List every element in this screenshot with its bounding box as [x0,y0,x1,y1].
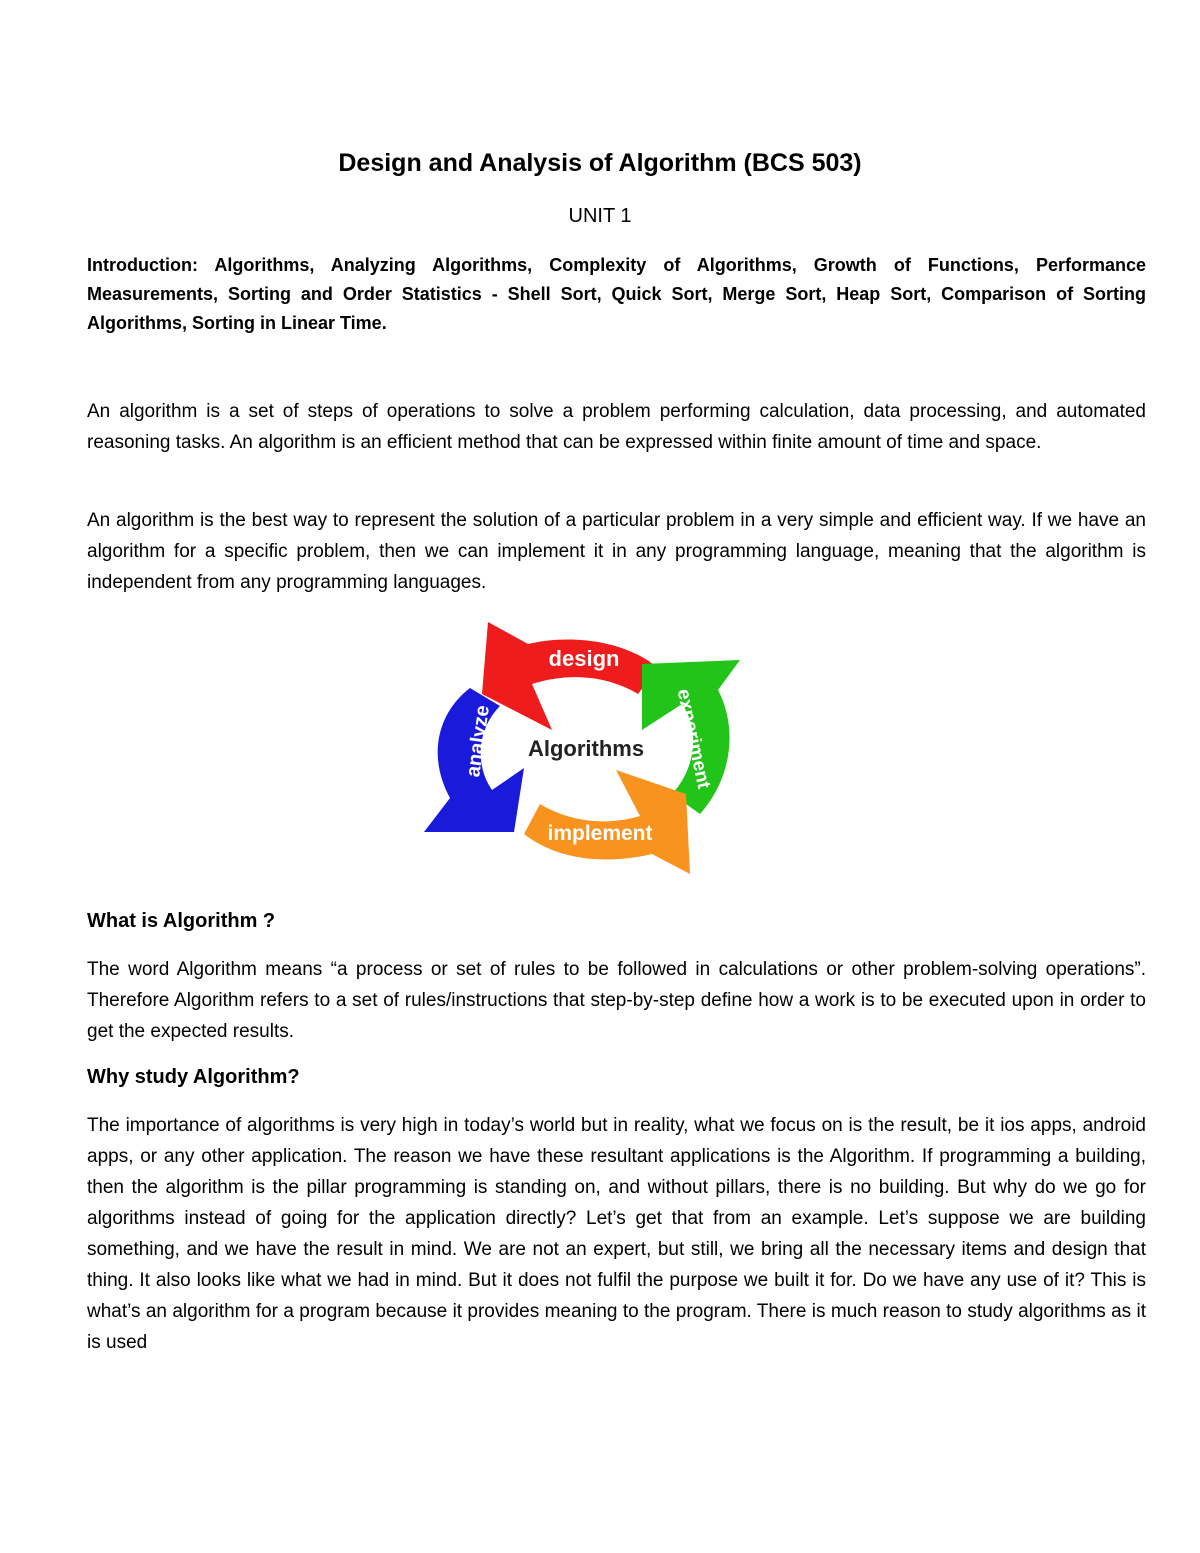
algorithms-center-label: Algorithms [527,736,645,761]
implement-label: implement [547,822,653,845]
unit-heading: UNIT 1 [568,205,632,227]
paragraph-representation: An algorithm is the best way to represent the solution of a particular problem in a very simple and efficient way. If we have an algorithm for a specific problem, then we can implement it in any programming language, meaning that the algorithm is independent from any programming languages. [87,510,1146,593]
experiment-label: experiment [672,687,715,791]
analyze-label: analyze [462,703,494,779]
heading-why-study-algorithm: Why study Algorithm? [87,1066,300,1088]
document-title: Design and Analysis of Algorithm (BCS 503) [338,149,862,177]
design-label: design [548,646,620,671]
paragraph-word-meaning: The word Algorithm means “a process or set of rules to be followed in calculations or other problem-solving operations”. Therefore Algorithm refers to a set of rules/instructions that step-by-step define how a work is to be executed upon in order to get the expected results. [87,959,1146,1042]
heading-what-is-algorithm: What is Algorithm ? [87,910,276,932]
intro-syllabus: Introduction: Algorithms, Analyzing Algorithms, Complexity of Algorithms, Growth of Functions, Performance Measurements, Sorting and Order Statistics - Shell Sort, Quick Sort, Merge Sort, Heap Sort, Comparison of Sorting Algorithms, Sorting in Linear Time. [87,255,1146,333]
paragraph-importance: The importance of algorithms is very high in today’s world but in reality, what we focus on is the result, be it ios apps, android apps, or any other application. The reason we have these resultant applications is the Algorithm. If programming a building, then the algorithm is the pillar programming is standing on, and without pillars, there is no building. But why do we go for algorithms instead of going for the application directly? Let’s get that from an example. Let’s suppose we are building something, and we have the result in mind. We are not an expert, but still, we bring all the necessary items and design that thing. It also looks like what we had in mind. But it does not fulfil the purpose we built it for. Do we have any use of it? This is what’s an algorithm for a program because it provides meaning to the program. There is much reason to study algorithms as it is used [87,1115,1146,1353]
paragraph-definition: An algorithm is a set of steps of operations to solve a problem performing calculation, data processing, and automated reasoning tasks. An algorithm is an efficient method that can be expressed within finite amount of time and space. [87,401,1146,453]
design-arrow-shape [482,622,658,730]
algorithm-cycle-diagram [420,618,740,880]
